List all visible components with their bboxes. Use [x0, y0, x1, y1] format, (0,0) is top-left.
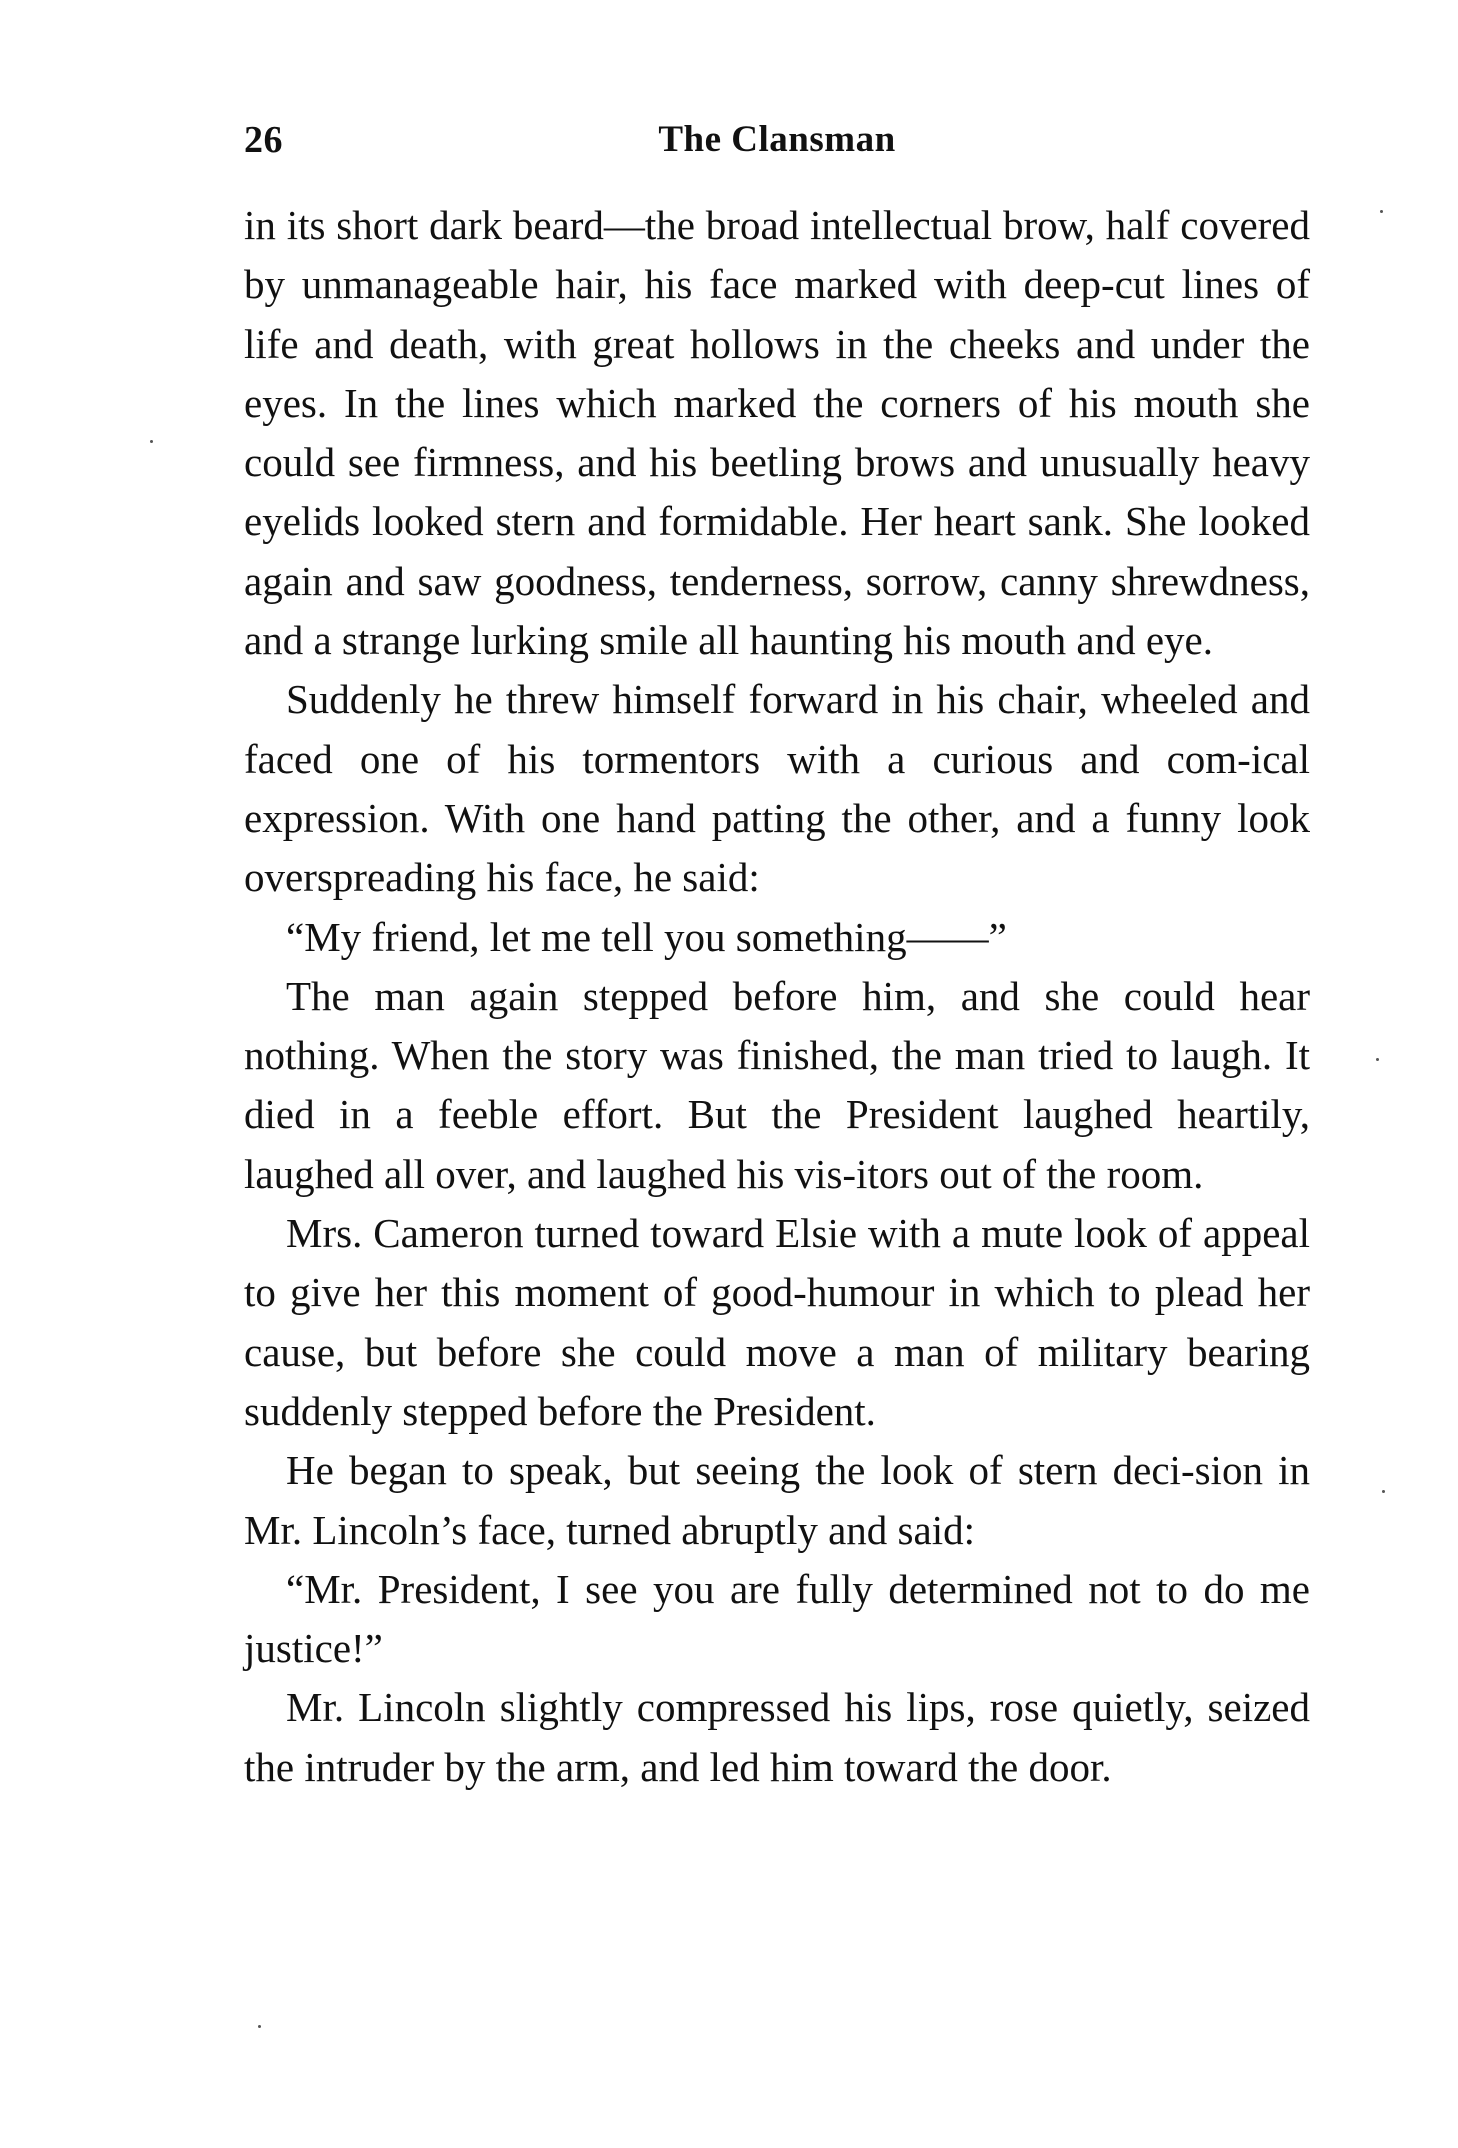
paragraph-7: “Mr. President, I see you are fully determined not to do me justice!”	[244, 1565, 1310, 1672]
paragraph-4: The man again stepped before him, and she could hear nothing. When the story was finished, the man tried to laugh. It died in a feeble effort. But the President laughed heartily, laughed all over, and laughed his vis-itors out of the room.	[244, 972, 1310, 1197]
running-title: The Clansman	[658, 119, 896, 160]
body-text	[244, 196, 1310, 1797]
paragraph-6: He began to speak, but seeing the look of stern deci-sion in Mr. Lincoln’s face, turned abruptly and said:	[244, 1447, 1310, 1553]
running-head	[244, 118, 1310, 168]
scan-speck	[1380, 210, 1383, 213]
paragraph-3: “My friend, let me tell you something——”	[286, 913, 1007, 960]
paragraph-1: in its short dark beard—the broad intellectual brow, half covered by unmanageable hair, his face marked with deep-cut lines of life and death, with great hollows in the cheeks and under the eyes. In the lines which marked the corners of his mouth she could see firmness, and his beetling brows and unusually heavy eyelids looked stern and formidable. Her heart sank. She looked again and saw goodness, tenderness, sorrow, canny shrewdness, and a strange lurking smile all haunting his mouth and eye.	[244, 202, 1310, 664]
scan-speck	[1382, 1490, 1385, 1493]
page-number: 26	[244, 119, 283, 161]
scan-speck	[1376, 1058, 1379, 1061]
scan-speck	[150, 440, 153, 443]
paragraph-8: Mr. Lincoln slightly compressed his lips, rose quietly, seized the intruder by the arm, and led him toward the door.	[244, 1684, 1310, 1790]
scan-speck	[258, 2025, 261, 2028]
paragraph-5: Mrs. Cameron turned toward Elsie with a mute look of appeal to give her this moment of good-humour in which to plead her cause, but before she could move a man of military bearing suddenly stepped before the President.	[244, 1210, 1310, 1434]
paragraph-2: Suddenly he threw himself forward in his chair, wheeled and faced one of his tormentors with a curious and com-ical expression. With one hand patting the other, and a funny look overspreading his face, he said:	[244, 676, 1310, 901]
